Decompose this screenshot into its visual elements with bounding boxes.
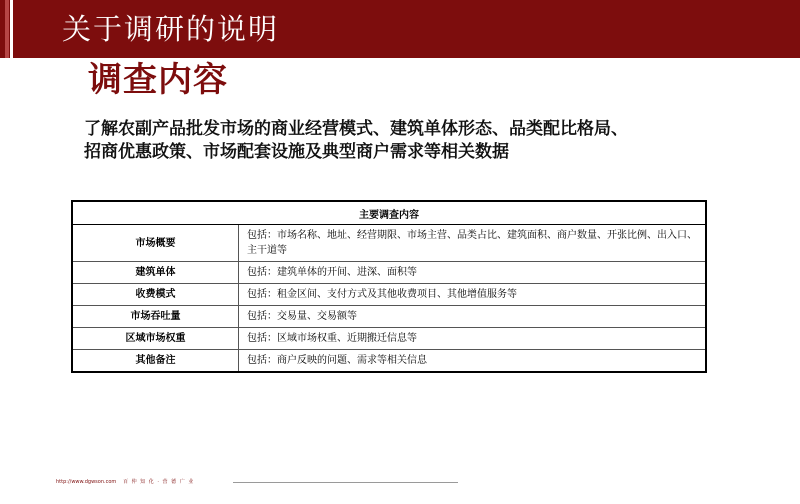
footer-slogan: 百 仲 知 化 · 营 德 广 业 — [123, 479, 195, 485]
row-item-building-unit: 建筑单体 — [72, 262, 239, 284]
table-row — [72, 284, 706, 306]
header-stripe-accent — [5, 0, 9, 58]
survey-content-table — [71, 200, 707, 373]
row-content-building-unit: 包括：建筑单体的开间、进深、面积等 — [239, 262, 707, 284]
row-item-regional-weight: 区域市场权重 — [72, 328, 239, 350]
table-row — [72, 350, 706, 373]
footer-divider — [233, 482, 458, 483]
table-row — [72, 262, 706, 284]
row-content-market-overview: 包括：市场名称、地址、经营期限、市场主营、品类占比、建筑面积、商户数量、开张比例、出入口、主干道等 — [239, 225, 707, 262]
header-title: 关于调研的说明 — [62, 12, 280, 46]
row-item-fee-mode: 收费模式 — [72, 284, 239, 306]
row-content-other-notes: 包括：商户反映的问题、需求等相关信息 — [239, 350, 707, 373]
intro-line-1: 了解农副产品批发市场的商业经营模式、建筑单体形态、品类配比格局、 — [84, 119, 628, 139]
row-content-fee-mode: 包括：租金区间、支付方式及其他收费项目、其他增值服务等 — [239, 284, 707, 306]
header-bar — [0, 0, 800, 58]
row-item-throughput: 市场吞吐量 — [72, 306, 239, 328]
table-row — [72, 225, 706, 262]
row-content-throughput: 包括：交易量、交易额等 — [239, 306, 707, 328]
row-content-regional-weight: 包括：区域市场权重、近期搬迁信息等 — [239, 328, 707, 350]
row-item-other-notes: 其他备注 — [72, 350, 239, 373]
header-stripe-divider — [10, 0, 13, 58]
section-title: 调查内容 — [88, 60, 228, 100]
table-row — [72, 306, 706, 328]
footer-url-link[interactable]: http://www.dgwson.com — [56, 479, 117, 485]
row-item-market-overview: 市场概要 — [72, 225, 239, 262]
intro-line-2: 招商优惠政策、市场配套设施及典型商户需求等相关数据 — [84, 142, 509, 162]
table-row — [72, 328, 706, 350]
table-header: 主要调查内容 — [72, 201, 706, 225]
intro-paragraph — [84, 118, 724, 164]
